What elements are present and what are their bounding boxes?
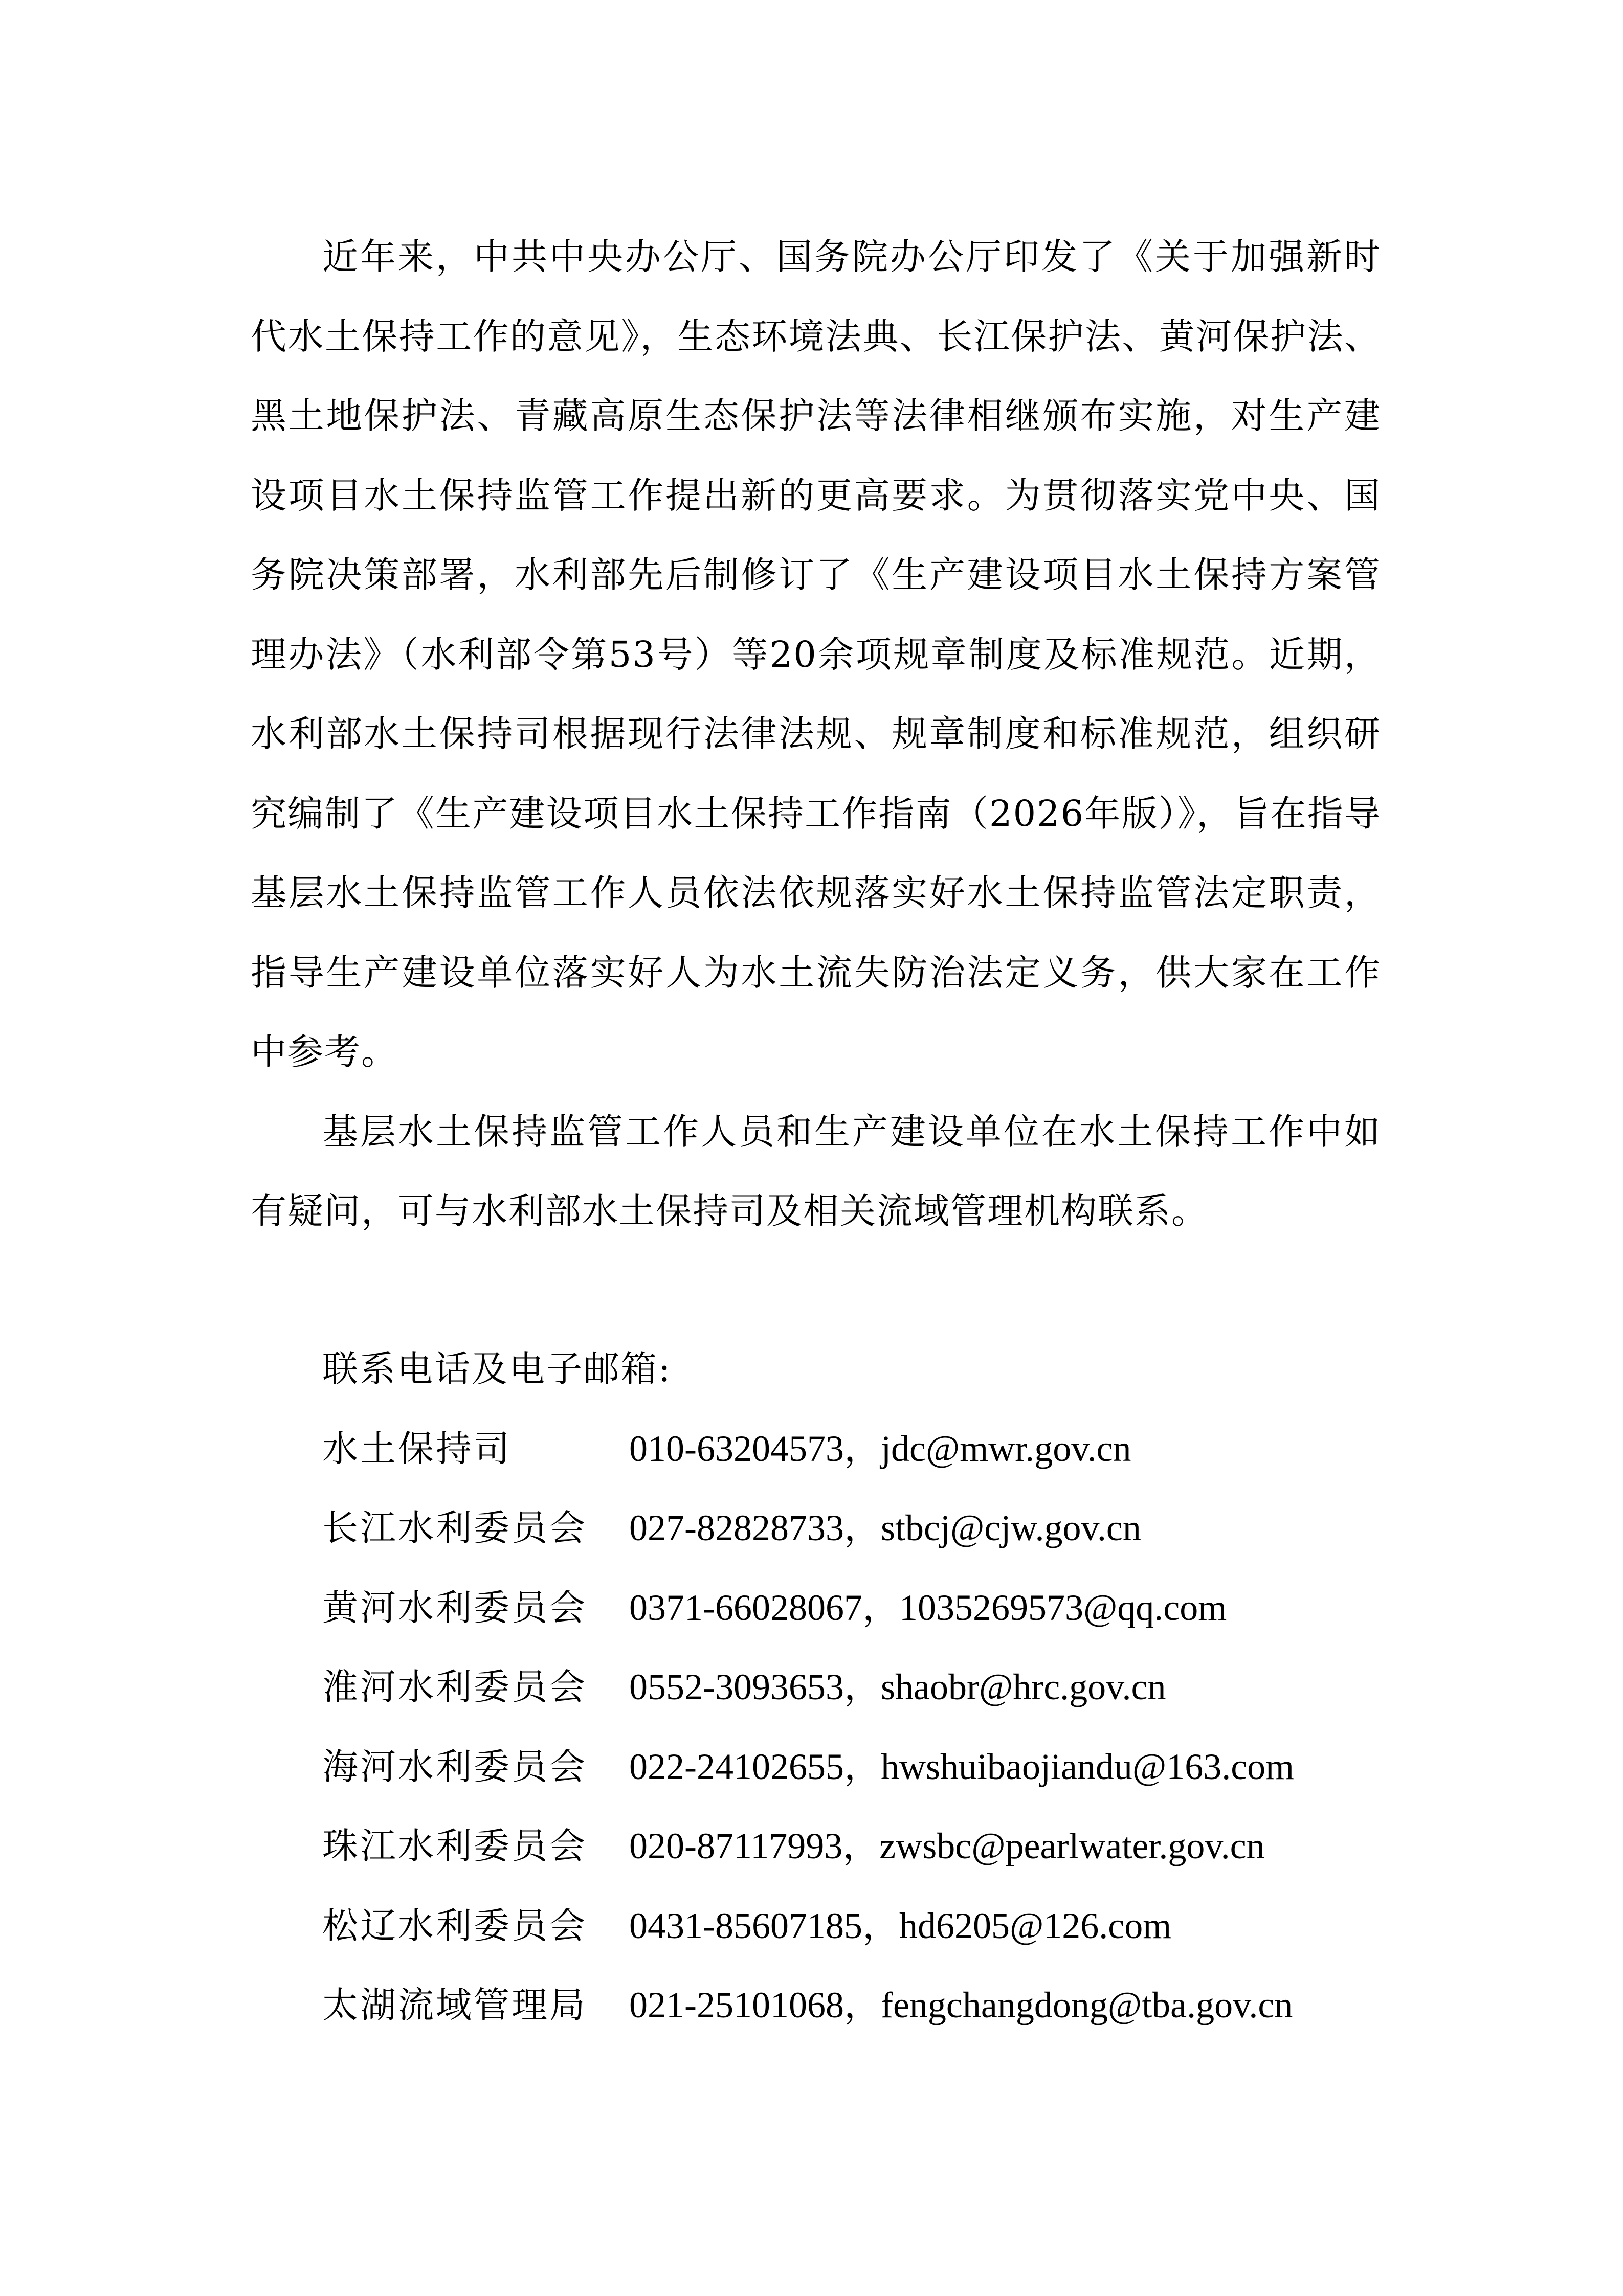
contact-row <box>322 1409 1396 1489</box>
contact-phone-email: 0371-66028067，1035269573@qq.com <box>629 1587 1227 1628</box>
contact-row <box>322 1568 1396 1648</box>
contact-phone-email: 021-25101068，fengchangdong@tba.gov.cn <box>629 1985 1293 2025</box>
contact-heading: 联系电话及电子邮箱: <box>322 1348 672 1390</box>
contact-org: 太湖流域管理局 <box>322 1984 587 2026</box>
contact-phone-email: 010-63204573，jdc@mwr.gov.cn <box>629 1428 1131 1469</box>
contact-org: 淮河水利委员会 <box>322 1666 587 1708</box>
contact-row <box>322 1648 1396 1727</box>
contact-phone-email: 020-87117993，zwsbc@pearlwater.gov.cn <box>629 1826 1265 1866</box>
contact-org: 长江水利委员会 <box>322 1507 587 1549</box>
contact-org: 黄河水利委员会 <box>322 1586 587 1629</box>
contact-list <box>322 1330 1396 2045</box>
contact-row <box>322 1807 1396 1886</box>
contact-phone-email: 022-24102655，hwshuibaojiandu@163.com <box>629 1746 1295 1787</box>
contact-row <box>322 1966 1396 2045</box>
paragraph-intro: 近年来，中共中央办公厅、国务院办公厅印发了《关于加强新时代水土保持工作的意见》，生态环境法典、长江保护法、黄河保护法、黑土地保护法、青藏高原生态保护法等法律相继颁布实施，对生产建设项目水土保持监管工作提出新的更高要求。为贯彻落实党中央、国务院决策部署，水利部先后制修订了《生产建设项目水土保持方案管理办法》（水利部令第53号）等20余项规章制度及标准规范。近期，水利部水土保持司根据现行法律法规、规章制度和标准规范，组织研究编制了《生产建设项目水土保持工作指南（2026年版）》，旨在指导基层水土保持监管工作人员依法依规落实好水土保持监管法定职责，指导生产建设单位落实好人为水土流失防治法定义务，供大家在工作中参考。 <box>251 236 1381 1073</box>
contact-org: 珠江水利委员会 <box>322 1825 587 1867</box>
contact-row <box>322 1489 1396 1568</box>
contact-org: 水土保持司 <box>322 1427 512 1470</box>
body-text <box>251 217 1381 1251</box>
contact-row <box>322 1886 1396 1966</box>
contact-phone-email: 0431-85607185，hd6205@126.com <box>629 1905 1172 1946</box>
contact-org: 海河水利委员会 <box>322 1745 587 1788</box>
contact-org: 松辽水利委员会 <box>322 1904 587 1947</box>
contact-phone-email: 0552-3093653，shaobr@hrc.gov.cn <box>629 1667 1166 1707</box>
contact-phone-email: 027-82828733，stbcj@cjw.gov.cn <box>629 1507 1141 1548</box>
paragraph-contact-note: 基层水土保持监管工作人员和生产建设单位在水土保持工作中如有疑问，可与水利部水土保持司及相关流域管理机构联系。 <box>251 1110 1381 1232</box>
contact-row <box>322 1727 1396 1807</box>
